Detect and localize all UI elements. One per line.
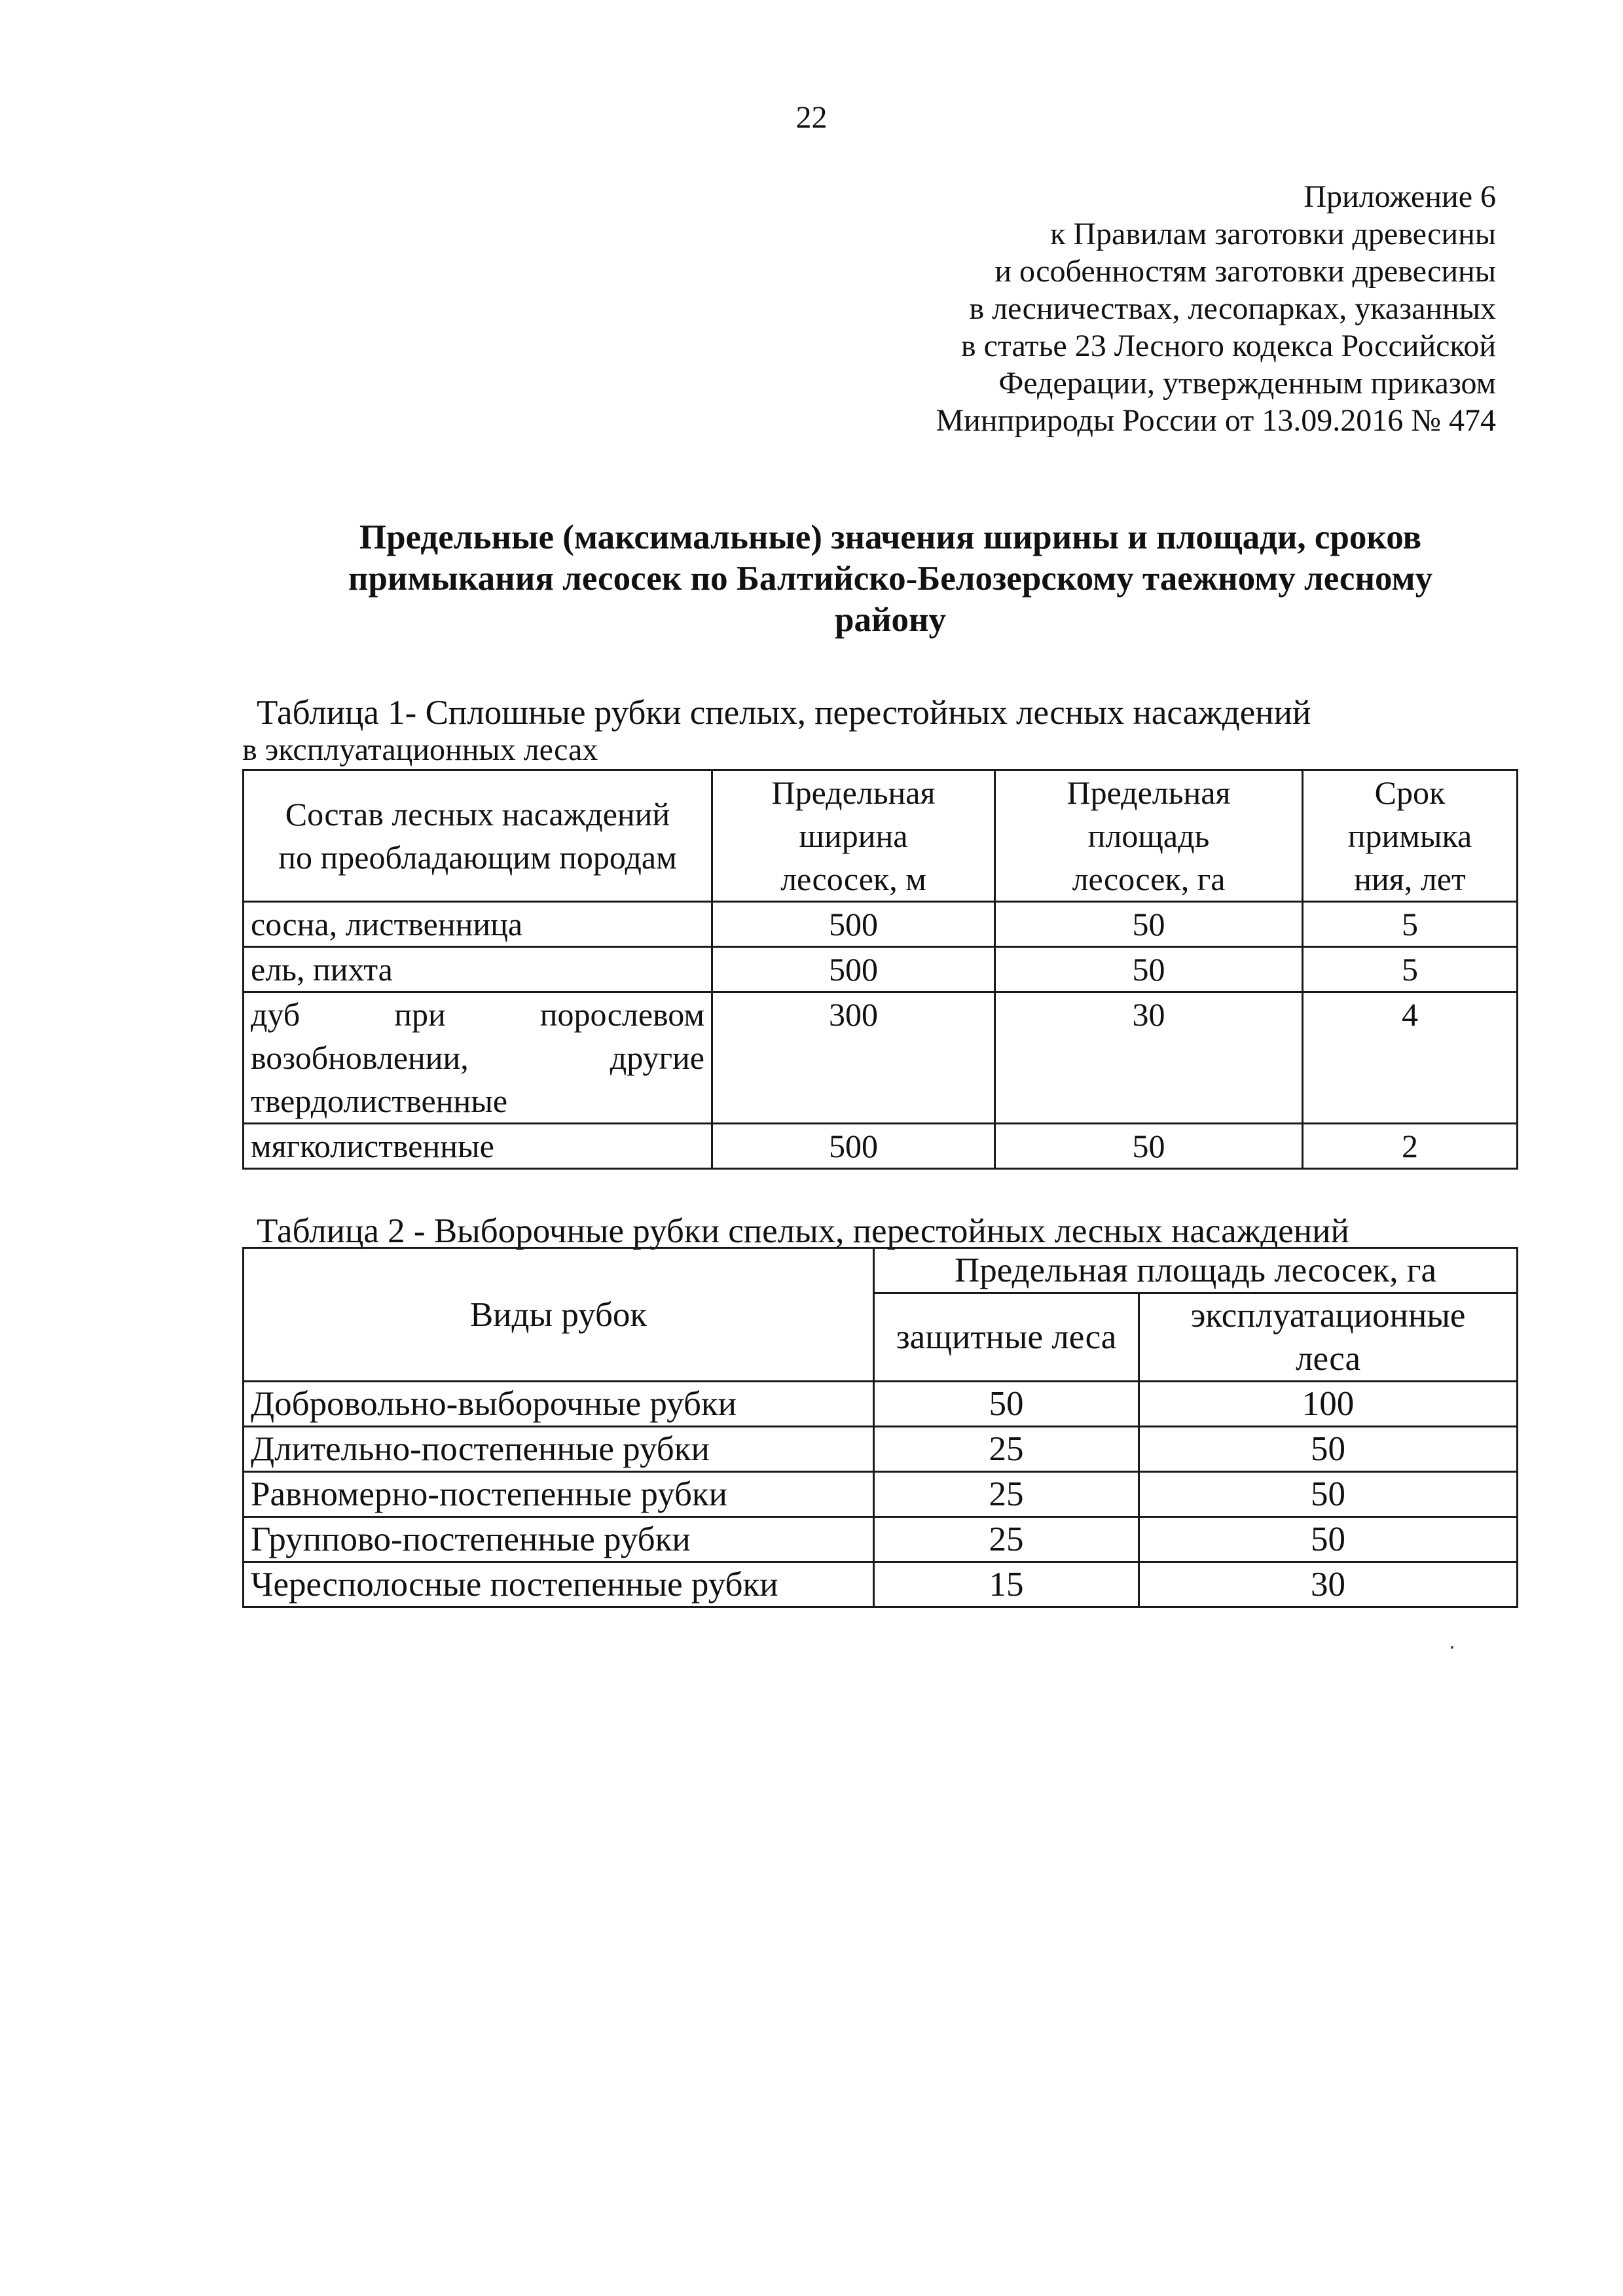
cell-protective: 25	[874, 1472, 1139, 1517]
table-row	[244, 1562, 1518, 1607]
cell-protective: 50	[874, 1382, 1139, 1427]
cell-cutting-type: Группово-постепенные рубки	[244, 1517, 874, 1562]
annex-line: к Правилам заготовки древесины	[1050, 217, 1496, 251]
cell-cutting-type: Длительно-постепенные рубки	[244, 1427, 874, 1472]
header-line: леса	[1296, 1340, 1360, 1378]
header-max-area: Предельная площадь лесосек, га	[874, 1248, 1518, 1293]
cell-cutting-type: Чересполосные постепенные рубки	[244, 1562, 874, 1607]
table-row	[244, 902, 1518, 947]
document-title	[249, 517, 1532, 641]
table-row	[244, 1472, 1518, 1517]
header-line: Срок	[1374, 774, 1446, 811]
header-exploitation-forests	[1139, 1293, 1518, 1382]
annex-line: в лесничествах, лесопарках, указанных	[969, 291, 1496, 326]
cell-width: 500	[712, 1124, 995, 1169]
table-header-row	[244, 1248, 1518, 1293]
cell-exploitation: 50	[1139, 1472, 1518, 1517]
cell-composition: сосна, лиственница	[244, 902, 712, 947]
table2-caption: Таблица 2 - Выборочные рубки спелых, перестойных лесных насаждений	[257, 1212, 1349, 1250]
cell-cutting-type: Равномерно-постепенные рубки	[244, 1472, 874, 1517]
annex-line: Приложение 6	[1304, 179, 1496, 214]
cell-protective: 25	[874, 1517, 1139, 1562]
cell-line	[251, 1079, 704, 1122]
table-row	[244, 1382, 1518, 1427]
cell-exploitation: 30	[1139, 1562, 1518, 1607]
header-cutting-type: Виды рубок	[244, 1248, 874, 1382]
header-line: лесосек, м	[780, 861, 926, 897]
cell-protective: 25	[874, 1427, 1139, 1472]
header-composition	[244, 770, 712, 902]
table-row	[244, 992, 1518, 1124]
cell-protective: 15	[874, 1562, 1139, 1607]
cell-term: 4	[1303, 992, 1518, 1124]
scan-speck	[1451, 1646, 1453, 1649]
word: при	[394, 996, 446, 1033]
cell-cutting-type: Добровольно-выборочные рубки	[244, 1382, 874, 1427]
header-line: Состав лесных насаждений	[285, 796, 670, 833]
annex-block	[936, 178, 1496, 439]
header-line: Предельная	[771, 774, 936, 811]
word: возобновлении,	[251, 1039, 469, 1076]
header-protective-forests: защитные леса	[874, 1293, 1139, 1382]
cell-exploitation: 50	[1139, 1517, 1518, 1562]
table1-caption: Таблица 1- Сплошные рубки спелых, перестойных лесных насаждений	[257, 694, 1311, 732]
word: порослевом	[539, 996, 704, 1033]
table-row	[244, 1427, 1518, 1472]
cell-width: 500	[712, 902, 995, 947]
word: твердолиственные	[251, 1083, 508, 1119]
table-row	[244, 947, 1518, 992]
cell-line	[251, 993, 704, 1036]
header-line: ширина	[799, 817, 908, 854]
cell-area: 30	[995, 992, 1303, 1124]
header-line: ния, лет	[1354, 861, 1466, 897]
cell-area: 50	[995, 947, 1303, 992]
header-line: лесосек, га	[1072, 861, 1226, 897]
table-row	[244, 1124, 1518, 1169]
cell-area: 50	[995, 1124, 1303, 1169]
cell-composition: ель, пихта	[244, 947, 712, 992]
header-line: эксплуатационные	[1190, 1297, 1466, 1335]
table2-selective-cutting	[242, 1247, 1518, 1608]
page-number: 22	[795, 100, 828, 135]
title-line: примыкания лесосек по Балтийско-Белозерскому таежному лесному	[348, 560, 1433, 598]
header-line: Предельная	[1067, 774, 1231, 811]
cell-composition: мягколиственные	[244, 1124, 712, 1169]
word: другие	[610, 1039, 704, 1076]
header-line: примыка	[1347, 817, 1472, 854]
annex-line: в статье 23 Лесного кодекса Российской	[960, 329, 1496, 363]
cell-term: 5	[1303, 902, 1518, 947]
word: дуб	[251, 996, 301, 1033]
annex-line: Минприроды России от 13.09.2016 № 474	[936, 403, 1496, 438]
title-line: Предельные (максимальные) значения ширины и площади, сроков	[359, 518, 1422, 556]
cell-composition	[244, 992, 712, 1124]
annex-line: Федерации, утвержденным приказом	[998, 366, 1496, 401]
cell-exploitation: 50	[1139, 1427, 1518, 1472]
table-header-row	[244, 770, 1518, 902]
cell-term: 5	[1303, 947, 1518, 992]
cell-exploitation: 100	[1139, 1382, 1518, 1427]
title-line: району	[834, 601, 947, 639]
header-area	[995, 770, 1303, 902]
header-width	[712, 770, 995, 902]
cell-area: 50	[995, 902, 1303, 947]
table1-caption-continuation: в эксплуатационных лесах	[242, 732, 598, 767]
header-term	[1303, 770, 1518, 902]
cell-width: 300	[712, 992, 995, 1124]
header-line: площадь	[1087, 817, 1210, 854]
header-line: по преобладающим породам	[278, 839, 677, 876]
cell-term: 2	[1303, 1124, 1518, 1169]
cell-line	[251, 1036, 704, 1079]
table-row	[244, 1517, 1518, 1562]
table1-clear-cutting	[242, 769, 1518, 1170]
annex-line: и особенностям заготовки древесины	[994, 254, 1496, 289]
cell-width: 500	[712, 947, 995, 992]
